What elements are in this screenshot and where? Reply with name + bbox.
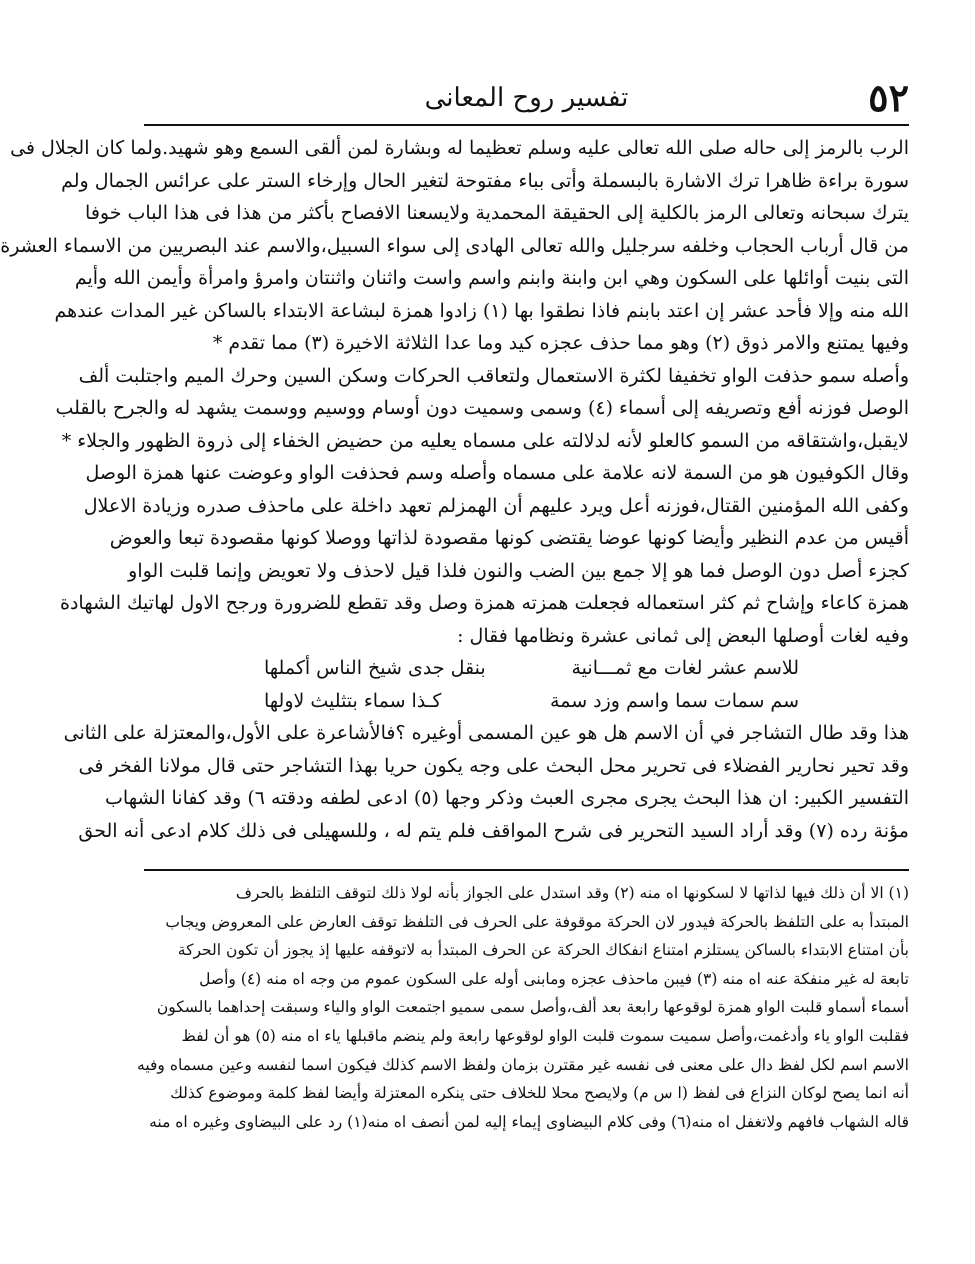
running-title: تفسير روح المعانى [424,83,629,113]
footnote-rule [144,869,909,871]
main-text [0,132,909,847]
text-line: الله منه وإلا فأحد عشر إن اعتد بابنم فاذا نطقوا بها (١) زادوا همزة لبشاعة الابتداء بالساكن غير المدات عندهم [54,299,909,322]
verse-hemistich-first: للاسم عشر لغات مع ثمـــانية [571,657,799,679]
text-line: مؤنة رده (٧) وقد أراد السيد التحرير فى شرح المواقف فلم يتم له ، وللسهيلى فى ذلك كلام ادعى أنه الحق [78,819,909,842]
text-line: كجزء أصل دون الوصل فما هو إلا جمع بين الضب والنون فلذا قيل لاحذف ولا تعويض وإنما قلبت الواو [128,559,909,582]
text-line: الرب بالرمز إلى حاله صلى الله تعالى عليه وسلم تعظيما له وبشارة لمن ألقى السمع وهو شهيد.ولما كان الجلال فى [10,137,909,159]
text-line: وقد تحير نحارير الفضلاء فى تحرير محل البحث على وجه يكون حريا بهذا التشاجر حتى قال مولانا الفخر فى [78,754,909,777]
verse-hemistich-second: كـذا سماء بتثليث لاولها [264,689,442,712]
text-line: وأصله سمو حذفت الواو تخفيفا لكثرة الاستعمال ولتعاقب الحركات وسكن السين وحرك الميم واجتلبت ألف [78,364,909,387]
verse-line [144,652,909,685]
text-line: التى بنيت أوائلها على السكون وهي ابن وابنة وابنم واسم واست واثنان واثنتان وامرؤ وامرأة وأيمن الله وأيم [74,267,909,289]
footnote-line: الاسم اسم لكل لفظ دال على معنى فى نفسه غير مقترن بزمان ولفظ الاسم كذلك فيكون اسما لنفسه وعين مسماه وفيه [137,1055,909,1074]
text-line: يترك سبحانه وتعالى الرمز بالكلية إلى الحقيقة المحمدية ولايسعنا الافصاح بأكثر من هذا فى هذا الباب خوفا [85,202,909,224]
footnote-line: فقلبت الواو ياء وأدغمت،وأصل سميت سموت قلبت الواو لوقوعها رابعة ولم ينضم ماقبلها ياء اه منه (٥) هو أن لفظ [181,1026,909,1045]
footnote-line: المبتدأ به على التلفظ بالحركة فيدور لان الحركة موقوفة على الحرف فى التلفظ توقف العارض على المعروض ويجاب [165,912,909,931]
footnote-line: تابعة له غير منفكة عنه اه منه (٣) فيبن ماحذف عجزه ومابنى أوله على السكون عموم من وجه اه منه (٤) وأصل [199,969,909,988]
footnote-line: قاله الشهاب فافهم ولاتغفل اه منه(٦) وفى كلام البيضاوى إيماء إليه لمن أنصف اه منه(١) رد على البيضاوى وغيره اه منه [149,1112,909,1131]
text-line: وفيه لغات أوصلها البعض إلى ثمانى عشرة ونظامها فقال : [457,624,909,647]
page [0,70,909,1220]
header-rule [144,124,909,126]
text-line: همزة كاعاء وإشاح ثم كثر استعماله فجعلت همزته همزة وصل وقد تقطع للضرورة ورجح الاول لهاتيك الشهادة [60,592,909,614]
footnotes [137,879,909,1136]
footnote-line: أنه انما يصح لوكان النزاع فى لفظ (ا س م) ولايصح محلا للخلاف حتى ينكره المعتزلة وأيضا لفظ كلمة وموضوع كذلك [170,1084,909,1103]
text-line: وكفى الله المؤمنين القتال،فوزنه أعل ويرد عليهم أن الهمزلم تعهد داخلة على ماحذف صدره وزيادة الاعلال [83,494,909,517]
verse-hemistich-second: بنقل جدى شيخ الناس أكملها [264,657,486,679]
text-line: هذا وقد طال التشاجر في أن الاسم هل هو عين المسمى أوغيره ؟فالأشاعرة على الأول،والمعتزلة على الثانى [63,722,909,744]
text-line: سورة براءة ظاهرا ترك الاشارة بالبسملة وأتى بباء مفتوحة لتغير الحال وإرخاء الستر على عرائس الجمال ولم [61,169,909,192]
text-line: الوصل فوزنه أفع وتصريفه إلى أسماء (٤) وسمى وسميت دون أوسام ووسيم ووسمت يشهد له والجرح بالقلب [55,397,909,419]
footnote-line: بأن امتناع الابتداء بالساكن يستلزم امتناع انفكاك الحركة عن الحرف المبتدأ به لاتوقفه عليها إذ يجوز أن تكون الحركة [177,941,909,960]
text-line: وفيها يمتنع والامر ذوق (٢) وهو مما حذف عجزه كيد وما عدا الثلاثة الاخيرة (٣) مما تقدم * [212,332,909,354]
footnote-line: أسماء أسماو قلبت الواو همزة لوقوعها رابعة بعد ألف،وأصل سمى سميو اجتمعت الواو والياء وسبقت إحداهما بالسكون [156,998,909,1017]
verse-hemistich-first: سم سمات سما واسم وزد سمة [550,689,799,712]
text-line: أقيس من عدم النظير وأيضا كونها عوضا يقتضى كونها مقصودة لذاتها ووصلا كونها مقصودة تبعا والعوض [109,527,909,549]
text-line: من قال أرباب الحجاب وخلفه سرجليل والله تعالى الهادى إلى سواء السبيل،والاسم عند البصريين من الاسماء العشرة [0,234,909,257]
text-line: وقال الكوفيون هو من السمة لانه علامة على مسماه وأصله وسم فحذفت الواو وعوضت عنها همزة الوصل [85,462,909,484]
text-line: لايقبل،واشتقاقه من السمو كالعلو لأنه لدلالته على مسماه يعليه من حضيض الخفاء إلى ذروة الظهور والجلاء * [61,429,909,452]
text-line: التفسير الكبير: ان هذا البحث يجرى مجرى العبث وذكر وجها (٥) ادعى لطفه ودقته ٦) وقد كفانا الشهاب [105,787,909,809]
footnote-line: (١) الا أن ذلك فيها لذاتها لا لسكونها اه منه (٢) وقد استدل على الجواز بأنه لولا ذلك لتوقف التلفظ بالحرف [235,884,909,902]
page-number: ٥٢ [868,75,909,120]
verse-line [144,685,909,718]
page-header [144,70,909,126]
